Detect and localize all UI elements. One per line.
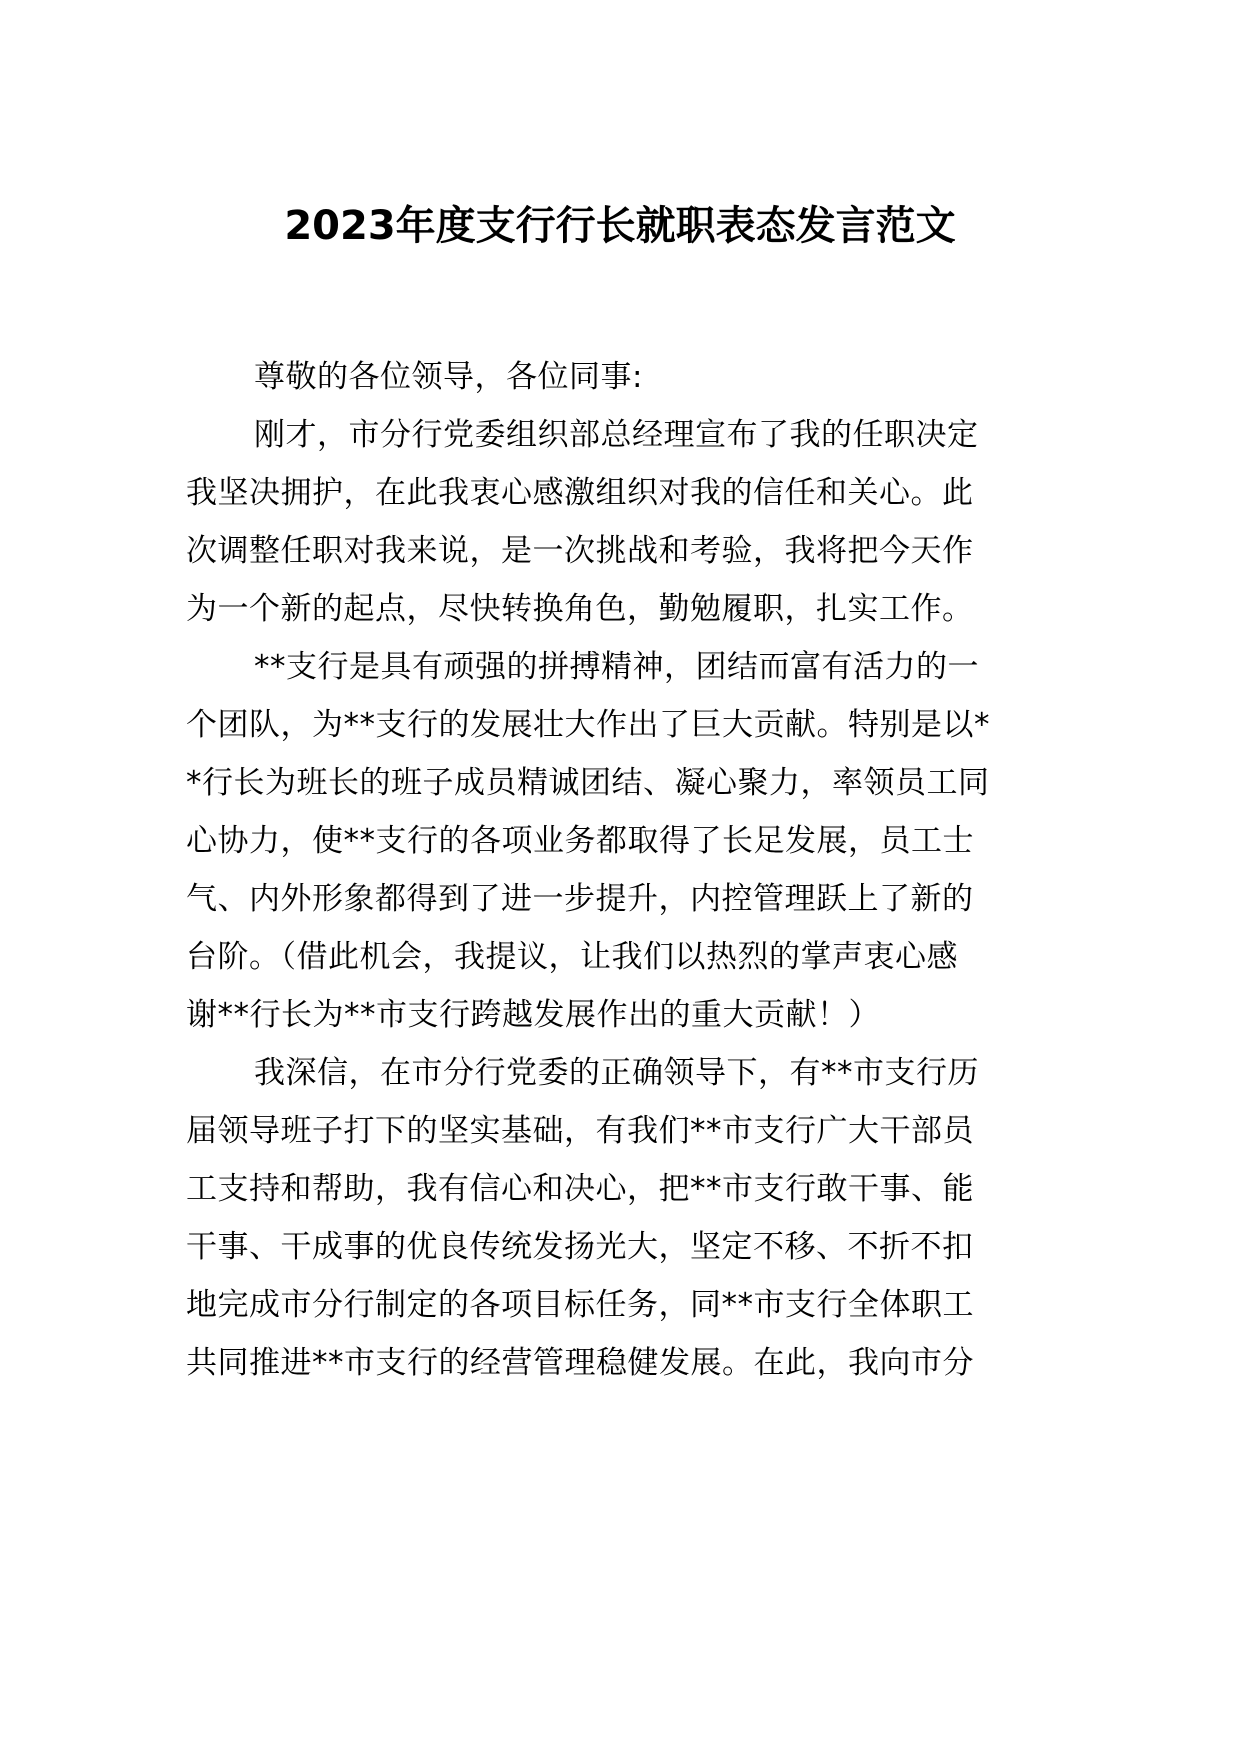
document-title: 2023年度支行行长就职表态发言范文 (284, 203, 956, 249)
paragraph-line: 气、内外形象都得到了进一步提升，内控管理跃上了新的 (186, 881, 974, 917)
paragraph-line: 谢**行长为**市支行跨越发展作出的重大贡献！） (186, 997, 880, 1033)
paragraph-line: 共同推进**市支行的经营管理稳健发展。在此，我向市分 (186, 1345, 974, 1381)
salutation-line: 尊敬的各位领导，各位同事: (254, 359, 643, 395)
paragraph-line: 地完成市分行制定的各项目标任务，同**市支行全体职工 (186, 1287, 974, 1323)
paragraph-line: 台阶。（借此机会，我提议，让我们以热烈的掌声衷心感 (186, 939, 958, 975)
paragraph-line: 次调整任职对我来说，是一次挑战和考验，我将把今天作 (186, 533, 974, 569)
paragraph-line: 为一个新的起点，尽快转换角色，勤勉履职，扎实工作。 (186, 591, 974, 627)
paragraph-line: **支行是具有顽强的拼搏精神，团结而富有活力的一 (254, 649, 979, 685)
paragraph-line: 心协力，使**支行的各项业务都取得了长足发展，员工士 (186, 823, 974, 859)
paragraph-line: *行长为班长的班子成员精诚团结、凝心聚力，率领员工同 (186, 765, 990, 801)
paragraph-line: 我坚决拥护，在此我衷心感激组织对我的信任和关心。此 (186, 475, 974, 511)
paragraph-line: 个团队，为**支行的发展壮大作出了巨大贡献。特别是以* (186, 707, 990, 743)
paragraph-line: 我深信，在市分行党委的正确领导下，有**市支行历 (254, 1055, 979, 1091)
paragraph-line: 干事、干成事的优良传统发扬光大，坚定不移、不折不扣 (186, 1229, 974, 1265)
paragraph-line: 工支持和帮助，我有信心和决心，把**市支行敢干事、能 (186, 1171, 974, 1207)
paragraph-line: 届领导班子打下的坚实基础，有我们**市支行广大干部员 (186, 1113, 974, 1149)
paragraph-line: 刚才，市分行党委组织部总经理宣布了我的任职决定 (254, 417, 979, 453)
